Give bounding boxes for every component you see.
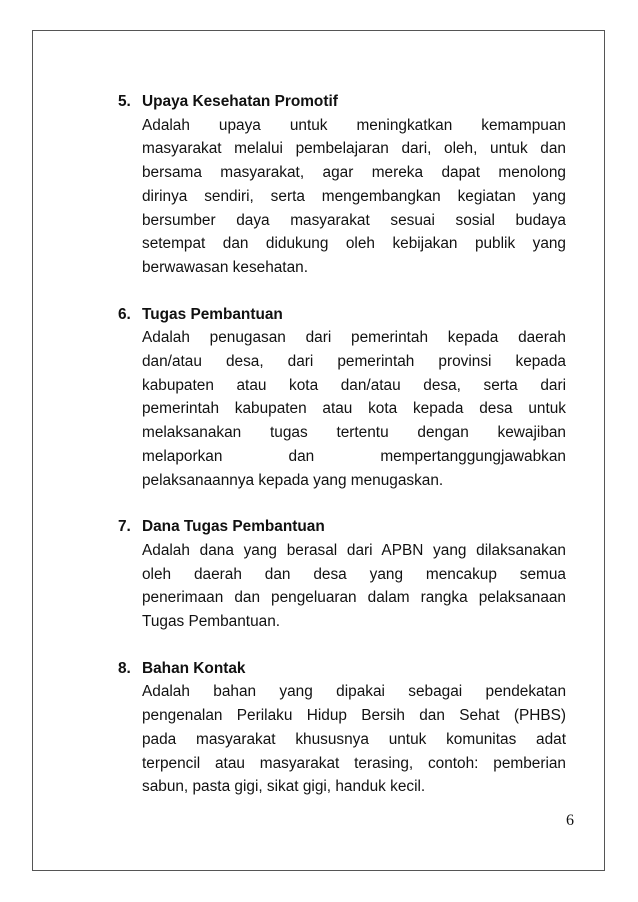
item-description — [142, 539, 566, 634]
item-title: Bahan Kontak — [142, 659, 246, 677]
text-line: setempat dan didukung oleh kebijakan publik yang — [142, 235, 566, 253]
text-line: bersama masyarakat, agar mereka dapat menolong — [142, 164, 566, 182]
item-number: 5. — [118, 93, 131, 110]
definition-item-8 — [118, 657, 566, 799]
text-line: pemerintah kabupaten atau kota kepada desa untuk — [142, 400, 566, 418]
text-line: kabupaten atau kota dan/atau desa, serta dari — [142, 376, 566, 394]
item-number: 8. — [118, 659, 131, 677]
text-line: Tugas Pembantuan. — [142, 613, 281, 631]
item-description — [142, 114, 566, 280]
text-line: Adalah upaya untuk meningkatkan kemampuan — [142, 116, 566, 134]
definition-item-6 — [118, 303, 566, 493]
text-line: melaksanakan tugas tertentu dengan kewajiban — [142, 424, 566, 442]
text-line: terpencil atau masyarakat terasing, contoh: pemberian — [142, 754, 566, 772]
item-number: 7. — [118, 518, 131, 536]
item-description — [142, 680, 566, 799]
text-line: pelaksanaannya kepada yang menugaskan. — [142, 471, 444, 489]
item-number: 6. — [118, 305, 131, 323]
definition-list — [118, 90, 566, 822]
text-line: pengenalan Perilaku Hidup Bersih dan Sehat (PHBS) — [142, 707, 566, 725]
item-title: Dana Tugas Pembantuan — [142, 518, 325, 536]
item-title: Tugas Pembantuan — [142, 305, 283, 323]
text-line: Adalah penugasan dari pemerintah kepada daerah — [142, 329, 566, 347]
text-line: bersumber daya masyarakat sesuai sosial budaya — [142, 211, 566, 229]
text-line: sabun, pasta gigi, sikat gigi, handuk kecil. — [142, 778, 426, 796]
text-line: Adalah bahan yang dipakai sebagai pendekatan — [142, 683, 566, 701]
text-line: berwawasan kesehatan. — [142, 258, 308, 276]
page-number: 6 — [566, 812, 574, 829]
text-line: dan/atau desa, dari pemerintah provinsi kepada — [142, 353, 566, 371]
text-line: masyarakat melalui pembelajaran dari, oleh, untuk dan — [142, 140, 566, 158]
definition-item-5 — [118, 90, 566, 280]
text-line: melaporkan dan mempertanggungjawabkan — [142, 447, 566, 465]
item-title: Upaya Kesehatan Promotif — [142, 93, 338, 110]
item-description — [142, 326, 566, 492]
definition-item-7 — [118, 515, 566, 634]
text-line: pada masyarakat khususnya untuk komunitas adat — [142, 730, 566, 748]
text-line: oleh daerah dan desa yang mencakup semua — [142, 565, 566, 583]
text-line: Adalah dana yang berasal dari APBN yang dilaksanakan — [142, 541, 566, 559]
text-line: penerimaan dan pengeluaran dalam rangka pelaksanaan — [142, 589, 566, 607]
text-line: dirinya sendiri, serta mengembangkan kegiatan yang — [142, 187, 566, 205]
